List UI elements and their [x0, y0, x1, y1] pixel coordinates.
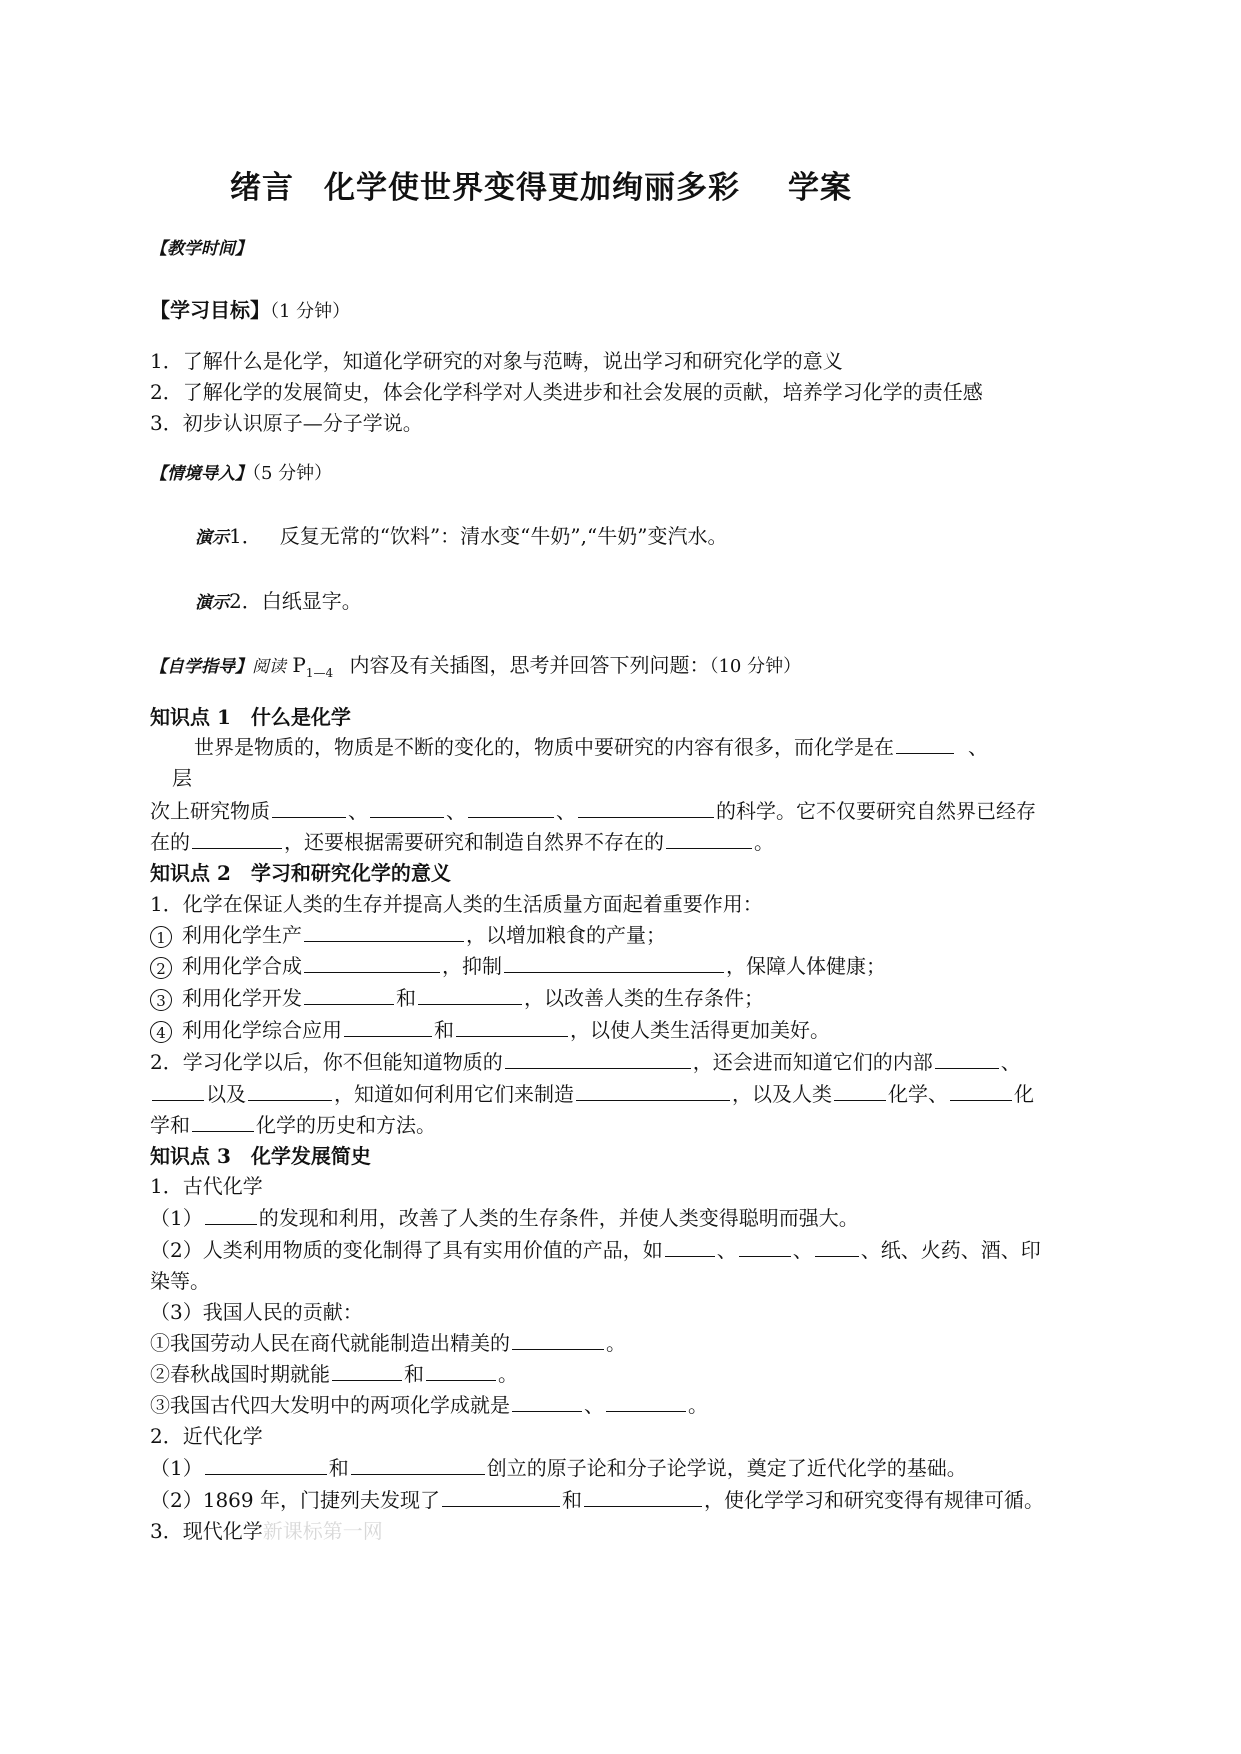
fill-blank[interactable]: [304, 984, 394, 1005]
fill-blank[interactable]: [665, 1236, 715, 1257]
fill-blank[interactable]: [205, 1204, 257, 1225]
k1-line: 世界是物质的，物质是不断的变化的，物质中要研究的内容有很多，而化学是在 、: [194, 735, 988, 759]
fill-blank[interactable]: [456, 1016, 568, 1037]
fill-blank[interactable]: [739, 1236, 791, 1257]
watermark-text: 新课标第一网: [262, 1519, 383, 1543]
fill-blank[interactable]: [505, 1048, 691, 1069]
k3-line: ①我国劳动人民在商代就能制造出精美的 。: [150, 1331, 626, 1355]
fill-blank[interactable]: [344, 1016, 432, 1037]
k2-line: 1．化学在保证人类的生存并提高人类的生活质量方面起着重要作用：: [150, 892, 763, 916]
section-learning-goals: 【学习目标】（1 分钟）: [150, 298, 351, 322]
k2-line: 学和 化学的历史和方法。: [150, 1113, 436, 1137]
fill-blank[interactable]: [584, 1486, 702, 1507]
fill-blank[interactable]: [834, 1080, 886, 1101]
fill-blank[interactable]: [468, 797, 554, 818]
fill-blank[interactable]: [442, 1486, 560, 1507]
fill-blank[interactable]: [351, 1454, 485, 1475]
k3-line: 染等。: [150, 1269, 210, 1293]
fill-blank[interactable]: [192, 828, 282, 849]
section-self-study: 【自学指导】阅读 $P_{1—4}$ 内容及有关插图，思考并回答下列问题：（10 分钟）: [150, 653, 802, 680]
k3-line: （1） 的发现和利用，改善了人类的生存条件，并使人类变得聪明而强大。: [150, 1206, 859, 1230]
k2-item: 4 利用化学综合应用 和 ，以使人类生活得更加美好。: [150, 1016, 1110, 1044]
fill-blank[interactable]: [504, 952, 724, 973]
fill-blank[interactable]: [370, 797, 444, 818]
fill-blank[interactable]: [205, 1454, 327, 1475]
demo-item: 演示1． 反复无常的“饮料”：清水变“牛奶”,“牛奶”变汽水。: [195, 524, 728, 548]
fill-blank[interactable]: [512, 1391, 582, 1412]
title-main: 绪言: [230, 170, 294, 206]
k3-line: 1．古代化学: [150, 1174, 263, 1198]
fill-blank[interactable]: [512, 1329, 604, 1350]
k3-line: （1） 和 创立的原子论和分子论学说，奠定了近代化学的基础。: [150, 1456, 967, 1480]
k2-line: 以及 ，知道如何利用它们来制造 ，以及人类 化学、 化: [150, 1080, 1110, 1108]
knowledge-point-1-heading: 知识点 1 什么是化学: [150, 705, 351, 729]
fill-blank[interactable]: [248, 1080, 332, 1101]
section-scenario-intro: 【情境导入】（5 分钟）: [150, 463, 333, 484]
knowledge-point-3-heading: 知识点 3 化学发展简史: [150, 1144, 371, 1168]
k2-item: 3 利用化学开发 和 ，以改善人类的生存条件；: [150, 984, 1110, 1012]
fill-blank[interactable]: [576, 1080, 730, 1101]
knowledge-point-2-heading: 知识点 2 学习和研究化学的意义: [150, 861, 451, 885]
goal-item: 3．初步认识原子—分子学说。: [150, 411, 423, 435]
page-title: [230, 162, 852, 207]
k3-line: ②春秋战国时期就能 和 。: [150, 1362, 518, 1386]
fill-blank[interactable]: [304, 952, 440, 973]
fill-blank[interactable]: [950, 1080, 1012, 1101]
demo-item: 演示2．白纸显字。: [195, 589, 362, 613]
k2-item: 2 利用化学合成 ，抑制 ，保障人体健康；: [150, 952, 1110, 980]
fill-blank[interactable]: [332, 1360, 402, 1381]
fill-blank[interactable]: [272, 797, 346, 818]
k1-line: 次上研究物质 、 、 、 的科学。它不仅要研究自然界已经存: [150, 799, 1036, 823]
k3-line: （2）1869 年，门捷列夫发现了 和 ，使化学学习和研究变得有规律可循。: [150, 1488, 1044, 1512]
fill-blank[interactable]: [815, 1236, 859, 1257]
k3-line: （3）我国人民的贡献：: [150, 1300, 363, 1324]
k2-item: 1 利用化学生产 ，以增加粮食的产量；: [150, 921, 1110, 949]
title-tail: 学案: [788, 170, 852, 206]
fill-blank[interactable]: [304, 921, 464, 942]
k2-line: 2．学习化学以后，你不但能知道物质的 ，还会进而知道它们的内部 、: [150, 1050, 1021, 1074]
fill-blank[interactable]: [896, 733, 954, 754]
k3-line: 3．现代化学新课标第一网: [150, 1519, 383, 1543]
fill-blank[interactable]: [666, 828, 752, 849]
fill-blank[interactable]: [606, 1391, 686, 1412]
fill-blank[interactable]: [152, 1080, 204, 1101]
k3-line: ③我国古代四大发明中的两项化学成就是 、 。: [150, 1393, 708, 1417]
section-teaching-time: 【教学时间】: [150, 239, 252, 259]
k1-line: 层: [172, 766, 192, 790]
fill-blank[interactable]: [578, 797, 714, 818]
k1-line: 在的 ，还要根据需要研究和制造自然界不存在的 。: [150, 830, 774, 854]
fill-blank[interactable]: [426, 1360, 496, 1381]
goal-item: 2．了解化学的发展简史，体会化学科学对人类进步和社会发展的贡献，培养学习化学的责任感: [150, 380, 983, 404]
fill-blank[interactable]: [935, 1048, 999, 1069]
goal-item: 1．了解什么是化学，知道化学研究的对象与范畴，说出学习和研究化学的意义: [150, 349, 843, 373]
title-sub: 化学使世界变得更加绚丽多彩: [324, 170, 740, 206]
k3-line: 2．近代化学: [150, 1424, 263, 1448]
fill-blank[interactable]: [192, 1111, 254, 1132]
k3-line: （2）人类利用物质的变化制得了具有实用价值的产品，如 、 、 、纸、火药、酒、印: [150, 1238, 1041, 1262]
fill-blank[interactable]: [418, 984, 522, 1005]
